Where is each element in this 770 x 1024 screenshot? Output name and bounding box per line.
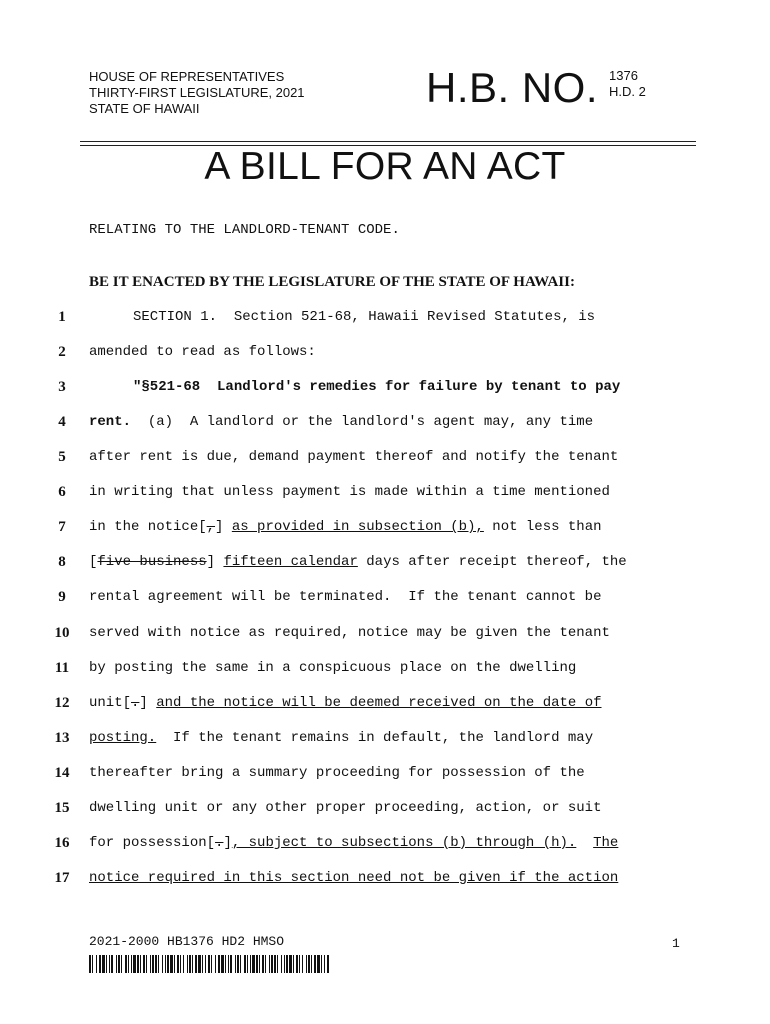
line-text xyxy=(89,763,585,783)
inserted-text: as provided in subsection (b), xyxy=(231,519,484,536)
text-segment: in writing that unless payment is made within a time mentioned xyxy=(89,484,610,501)
line-text xyxy=(89,412,593,432)
bill-line xyxy=(0,446,770,472)
line-text xyxy=(89,623,610,643)
legislature-line: THIRTY-FIRST LEGISLATURE, 2021 xyxy=(89,85,305,100)
line-number: 2 xyxy=(58,344,66,361)
text-segment: unit[ xyxy=(89,694,132,711)
line-text xyxy=(89,587,601,607)
line-number: 10 xyxy=(54,624,70,641)
inserted-text: and the notice will be deemed received on the date of xyxy=(156,694,602,711)
line-number: 1 xyxy=(58,309,66,325)
text-segment: days after receipt thereof, the xyxy=(357,554,627,571)
bill-line xyxy=(0,481,770,507)
line-number: 5 xyxy=(58,449,66,466)
line-text xyxy=(89,833,618,853)
chamber-line: HOUSE OF REPRESENTATIVES xyxy=(89,69,285,84)
inserted-text: posting. xyxy=(89,729,157,746)
enacting-clause: BE IT ENACTED BY THE LEGISLATURE OF THE STATE OF HAWAII: xyxy=(89,274,575,290)
text-segment xyxy=(576,835,593,851)
text-segment: rental agreement will be terminated. If the tenant cannot be xyxy=(89,589,602,606)
text-segment: for possession[ xyxy=(89,834,216,851)
line-text xyxy=(89,658,576,678)
inserted-text: notice required in this section need not be given if the action xyxy=(89,869,619,886)
line-number: 13 xyxy=(54,729,70,746)
bill-number: 1376 xyxy=(609,68,638,83)
bill-line xyxy=(0,867,770,893)
line-text xyxy=(89,447,618,467)
line-number: 14 xyxy=(54,764,70,781)
text-segment: dwelling unit or any other proper proceeding, action, or suit xyxy=(89,799,602,816)
line-text xyxy=(89,728,593,748)
text-segment: ] xyxy=(206,554,224,571)
line-text xyxy=(89,517,602,537)
line-text xyxy=(89,868,618,888)
text-segment: amended to read as follows: xyxy=(89,344,316,361)
text-segment: If the tenant remains in default, the landlord may xyxy=(156,729,594,746)
line-text xyxy=(133,377,620,397)
text-segment: [ xyxy=(89,554,98,571)
line-text xyxy=(89,798,601,818)
barcode-icon xyxy=(89,955,329,973)
line-number: 12 xyxy=(54,694,70,711)
header-rule-top xyxy=(80,141,696,142)
bill-line xyxy=(0,657,770,683)
bill-line xyxy=(0,516,770,542)
text-segment: served with notice as required, notice may be given the tenant xyxy=(89,624,610,641)
text-segment: after rent is due, demand payment thereof and notify the tenant xyxy=(89,449,619,466)
text-segment: in the notice[ xyxy=(89,519,207,536)
draft-label: H.D. 2 xyxy=(609,84,646,99)
line-number: 9 xyxy=(58,589,66,606)
line-number: 16 xyxy=(54,834,70,851)
page-number: 1 xyxy=(672,936,680,951)
line-text xyxy=(89,342,316,362)
line-number: 15 xyxy=(54,799,70,816)
text-segment: rent. xyxy=(89,414,132,431)
text-segment: ] xyxy=(223,834,232,851)
inserted-text: fifteen calendar xyxy=(223,554,358,571)
inserted-text: , subject to subsections (b) through (h). xyxy=(231,834,577,851)
bill-number-block xyxy=(609,68,646,100)
text-segment: "§521-68 Landlord's remedies for failure by tenant to pay xyxy=(133,379,621,396)
deleted-text: , xyxy=(206,519,216,536)
line-number: 6 xyxy=(58,484,66,501)
text-segment: ] xyxy=(215,519,232,536)
bill-line xyxy=(0,306,770,332)
inserted-text: The xyxy=(593,834,619,851)
text-segment: ] xyxy=(139,694,157,711)
line-number: 7 xyxy=(58,519,66,536)
chamber-block xyxy=(89,69,305,117)
line-number: 11 xyxy=(54,659,70,676)
deleted-text: . xyxy=(215,834,224,851)
line-text xyxy=(89,552,627,572)
document-code: 2021-2000 HB1376 HD2 HMSO xyxy=(89,934,285,949)
bill-line xyxy=(0,376,770,402)
line-number: 8 xyxy=(58,554,66,571)
state-line: STATE OF HAWAII xyxy=(89,101,200,116)
line-text xyxy=(133,307,595,327)
relating-clause: RELATING TO THE LANDLORD-TENANT CODE. xyxy=(89,222,400,238)
bill-label: H.B. NO. xyxy=(426,64,599,111)
bill-line xyxy=(0,411,770,437)
text-segment: SECTION 1. Section 521-68, Hawaii Revised Statutes, is xyxy=(133,309,596,325)
bill-line xyxy=(0,762,770,788)
bill-line xyxy=(0,551,770,577)
bill-line xyxy=(0,341,770,367)
bill-line xyxy=(0,586,770,612)
line-number: 3 xyxy=(58,379,66,396)
line-text xyxy=(89,482,610,502)
bill-line xyxy=(0,797,770,823)
bill-line xyxy=(0,727,770,753)
line-text xyxy=(89,693,602,713)
bill-line xyxy=(0,692,770,718)
text-segment: not less than xyxy=(483,519,602,536)
text-segment: by posting the same in a conspicuous place on the dwelling xyxy=(89,659,577,676)
bill-title: A BILL FOR AN ACT xyxy=(204,145,566,188)
deleted-text: . xyxy=(131,694,140,711)
bill-line xyxy=(0,832,770,858)
text-segment: thereafter bring a summary proceeding for possession of the xyxy=(89,764,585,781)
deleted-text: five business xyxy=(97,554,207,571)
line-number: 4 xyxy=(58,414,66,431)
bill-line xyxy=(0,622,770,648)
text-segment: (a) A landlord or the landlord's agent may, any time xyxy=(131,414,594,431)
line-number: 17 xyxy=(54,869,70,886)
